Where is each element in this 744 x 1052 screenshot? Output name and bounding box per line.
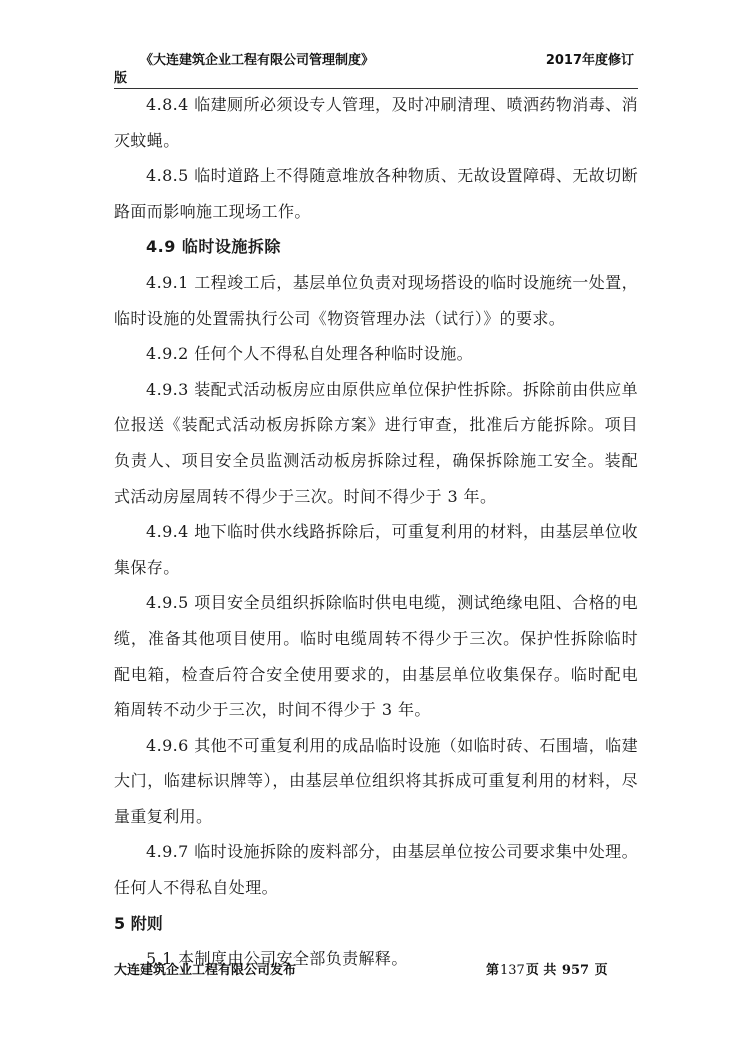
clause-4-9-5: 4.9.5 项目安全员组织拆除临时供电电缆，测试绝缘电阻、合格的电缆，准备其他项目使用。临时电缆周转不得少于三次。保护性拆除临时配电箱，检查后符合安全使用要求的，由基层单位收集保存。临时配电箱周转不动少于三次，时间不得少于 3 年。 [114,593,638,720]
edition-label: 2017年度修订 [545,53,634,68]
clause-5-1: 5.1 本制度由公司安全部负责解释。 [146,949,408,969]
page-mid: 页 共 [525,963,557,978]
clause-4-8-4: 4.8.4 临建厕所必须设专人管理，及时冲刷清理、喷洒药物消毒、消灭蚊蝇。 [114,95,638,150]
clause-4-9-2: 4.9.2 任何个人不得私自处理各种临时设施。 [146,344,473,364]
clause-4-9-4: 4.9.4 地下临时供水线路拆除后，可重复利用的材料，由基层单位收集保存。 [114,522,638,577]
clause-4-8-5: 4.8.5 临时道路上不得随意堆放各种物质、无故设置障碍、无故切断路面而影响施工现场工作。 [114,166,638,221]
page-number [486,962,608,980]
page-footer [114,962,638,980]
publisher-label: 大连建筑企业工程有限公司发布 [114,963,297,978]
page-total: 957 [561,963,590,978]
document-body [114,87,638,977]
section-heading-4-9: 4.9 临时设施拆除 [146,237,281,257]
clause-4-9-1: 4.9.1 工程竣工后，基层单位负责对现场搭设的临时设施统一处置，临时设施的处置需执行公司《物资管理办法（试行）》的要求。 [114,272,638,328]
document-title: 《大连建筑企业工程有限公司管理制度》 [140,53,375,68]
page-prefix: 第 [486,963,500,978]
page-current: 137 [500,963,525,978]
clause-4-9-3: 4.9.3 装配式活动板房应由原供应单位保护性拆除。拆除前由供应单位报送《装配式活动板房拆除方案》进行审查，批准后方能拆除。项目负责人、项目安全员监测活动板房拆除过程，确保拆除施工安全。装配式活动房屋周转不得少于三次。时间不得少于 3 年。 [114,379,638,506]
chapter-heading-5: 5 附则 [114,913,163,933]
clause-4-9-6: 4.9.6 其他不可重复利用的成品临时设施（如临时砖、石围墙，临建大门，临建标识牌等），由基层单位组织将其拆成可重复利用的材料，尽量重复利用。 [114,735,638,826]
clause-4-9-7: 4.9.7 临时设施拆除的废料部分，由基层单位按公司要求集中处理。任何人不得私自处理。 [114,842,638,898]
edition-label-wrap: 版 [114,71,128,86]
page-suffix: 页 [594,963,608,978]
